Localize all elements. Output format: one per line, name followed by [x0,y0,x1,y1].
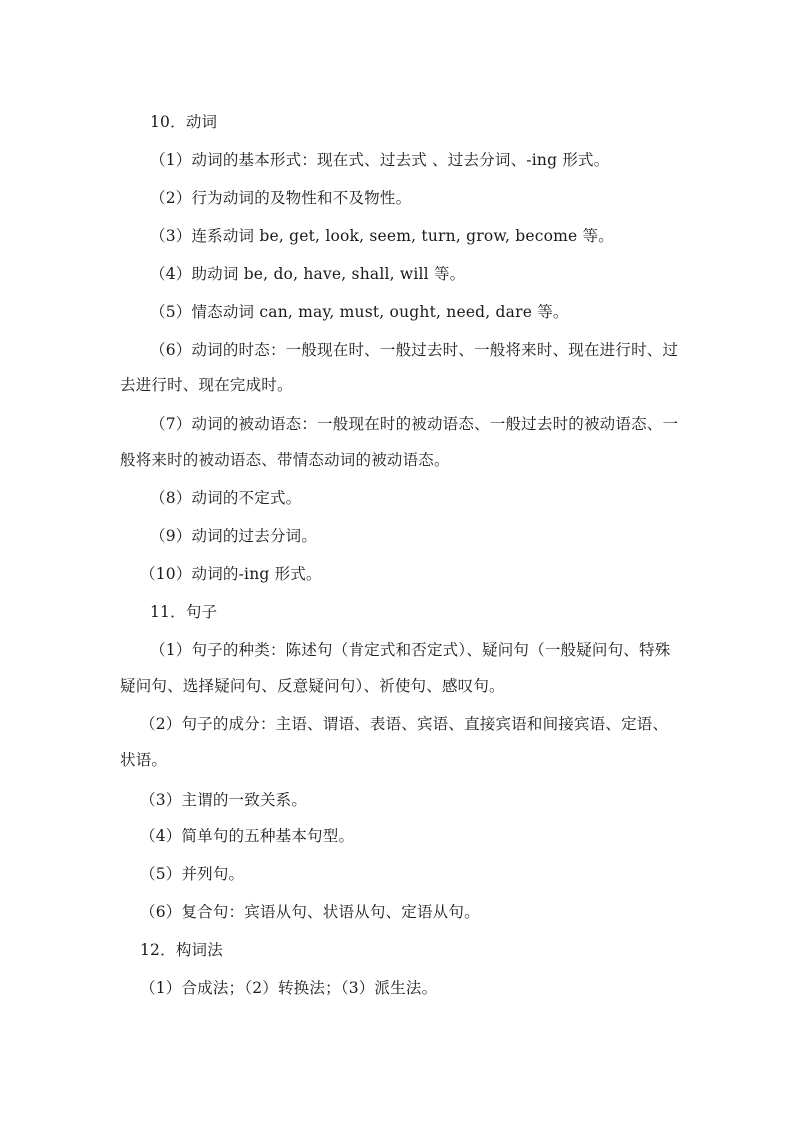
list-item-continuation: 去进行时、现在完成时。 [120,376,293,394]
list-item-continuation: 状语。 [120,751,168,769]
list-item-continuation: 疑问句、选择疑问句、反意疑问句）、祈使句、感叹句。 [120,677,505,695]
list-item: （10）动词的-ing 形式。 [140,565,322,583]
list-item: （8）动词的不定式。 [150,489,302,507]
list-item: （1）合成法；（2）转换法；（3）派生法。 [140,979,438,997]
list-item: （4）简单句的五种基本句型。 [140,827,355,845]
list-item: （3）连系动词 be, get, look, seem, turn, grow, become 等。 [150,227,614,245]
list-item: （9）动词的过去分词。 [150,527,318,545]
list-item: （6）动词的时态：一般现在时、一般过去时、一般将来时、现在进行时、过 [150,341,679,359]
list-item: （3）主谓的一致关系。 [140,791,308,809]
list-item: （7）动词的被动语态：一般现在时的被动语态、一般过去时的被动语态、一 [150,415,679,433]
list-item-continuation: 般将来时的被动语态、带情态动词的被动语态。 [120,451,450,469]
section-heading-verbs: 10．动词 [150,113,218,131]
list-item: （5）情态动词 can, may, must, ought, need, dare 等。 [150,303,569,321]
list-item: （2）行为动词的及物性和不及物性。 [150,189,412,207]
list-item: （6）复合句：宾语从句、状语从句、定语从句。 [140,903,480,921]
list-item: （5）并列句。 [140,865,245,883]
list-item: （2）句子的成分：主语、谓语、表语、宾语、直接宾语和间接宾语、定语、 [140,715,669,733]
section-heading-sentences: 11．句子 [150,603,218,621]
list-item: （4）助动词 be, do, have, shall, will 等。 [150,265,466,283]
list-item: （1）动词的基本形式：现在式、过去式 、过去分词、-ing 形式。 [150,151,610,169]
list-item: （1）句子的种类：陈述句（肯定式和否定式）、疑问句（一般疑问句、特殊 [150,641,671,659]
section-heading-word-formation: 12．构词法 [140,941,223,959]
